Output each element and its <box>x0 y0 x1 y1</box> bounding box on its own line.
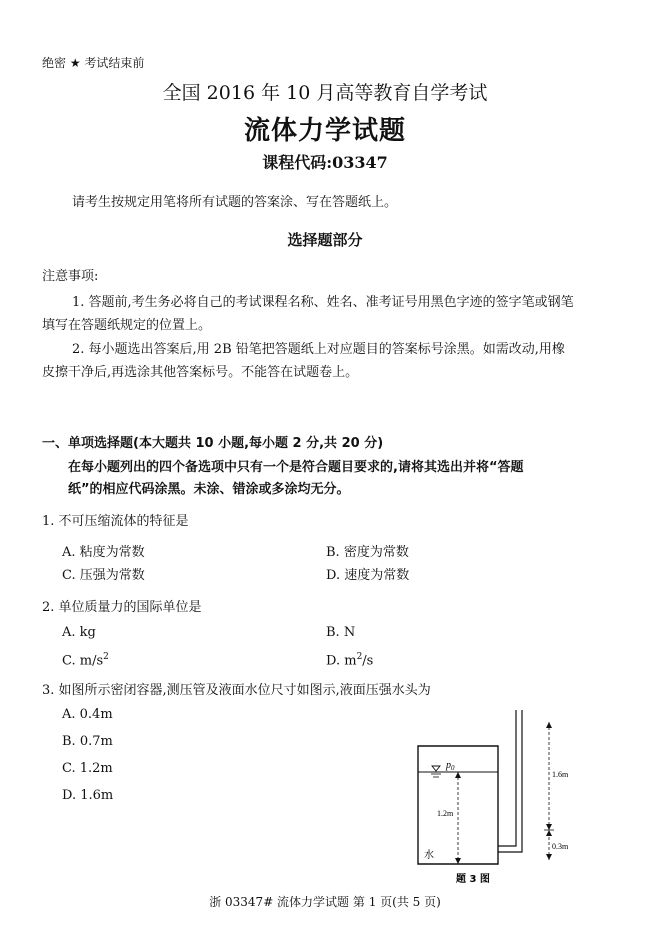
question-3-stem: 3. 如图所示密闭容器,测压管及液面水位尺寸如图示,液面压强水头为 <box>42 683 431 698</box>
question-3-figure <box>410 700 590 890</box>
question-2-stem: 2. 单位质量力的国际单位是 <box>42 600 202 615</box>
dimension-label-1-6m: 1.6m <box>552 770 569 779</box>
dimension-label-1-2m: 1.2m <box>437 809 454 818</box>
question-3-option-b: B. 0.7m <box>62 734 113 749</box>
dimension-label-0-3m: 0.3m <box>552 842 569 851</box>
course-code: 课程代码:03347 <box>262 153 388 172</box>
note-1-line-1: 1. 答题前,考生务必将自己的考试课程名称、姓名、准考证号用黑色字迹的签字笔或钢笔 <box>72 295 574 310</box>
subject-title: 流体力学试题 <box>243 116 406 146</box>
p0-label: $p_0$ <box>446 760 455 772</box>
notes-heading: 注意事项: <box>42 269 99 284</box>
note-2-line-2: 皮擦干净后,再选涂其他答案标号。不能答在试题卷上。 <box>42 365 359 380</box>
confidential-mark: 绝密 ★ 考试结束前 <box>42 56 145 70</box>
section-1-desc-line-2: 纸”的相应代码涂黑。未涂、错涂或多涂均无分。 <box>68 482 350 497</box>
exam-title: 全国 2016 年 10 月高等教育自学考试 <box>162 82 488 104</box>
question-1-stem: 1. 不可压缩流体的特征是 <box>42 514 189 529</box>
question-2-option-b: B. N <box>326 625 356 640</box>
question-3-option-d: D. 1.6m <box>62 788 114 803</box>
question-2-option-d: D. $m^2/s$ <box>326 652 374 669</box>
general-instruction: 请考生按规定用笔将所有试题的答案涂、写在答题纸上。 <box>72 195 398 210</box>
part-title: 选择题部分 <box>287 231 363 249</box>
piezometer-tube-outer <box>498 710 516 846</box>
note-2-line-1: 2. 每小题选出答案后,用 2B 铅笔把答题纸上对应题目的答案标号涂黑。如需改动,用橡 <box>72 342 565 357</box>
page-footer: 浙 03347# 流体力学试题 第 1 页(共 5 页) <box>209 895 441 909</box>
question-1-option-a: A. 粘度为常数 <box>62 545 145 560</box>
water-label: 水 <box>424 850 434 861</box>
question-2-option-a: A. kg <box>62 625 96 640</box>
figure-caption: 题 3 图 <box>456 874 490 885</box>
water-level-symbol <box>432 766 440 771</box>
question-1-option-c: C. 压强为常数 <box>62 568 145 583</box>
question-3-option-c: C. 1.2m <box>62 761 113 776</box>
question-1-option-d: D. 速度为常数 <box>326 568 410 583</box>
note-1-line-2: 填写在答题纸规定的位置上。 <box>42 318 212 333</box>
question-3-option-a: A. 0.4m <box>62 707 113 722</box>
question-1-option-b: B. 密度为常数 <box>326 545 409 560</box>
section-1-title: 一、单项选择题(本大题共 10 小题,每小题 2 分,共 20 分) <box>42 436 384 451</box>
section-1-desc-line-1: 在每小题列出的四个备选项中只有一个是符合题目要求的,请将其选出并将“答题 <box>68 460 524 475</box>
question-2-option-c: C. $m/s^2$ <box>62 652 109 669</box>
piezometer-tube-inner <box>498 710 522 852</box>
